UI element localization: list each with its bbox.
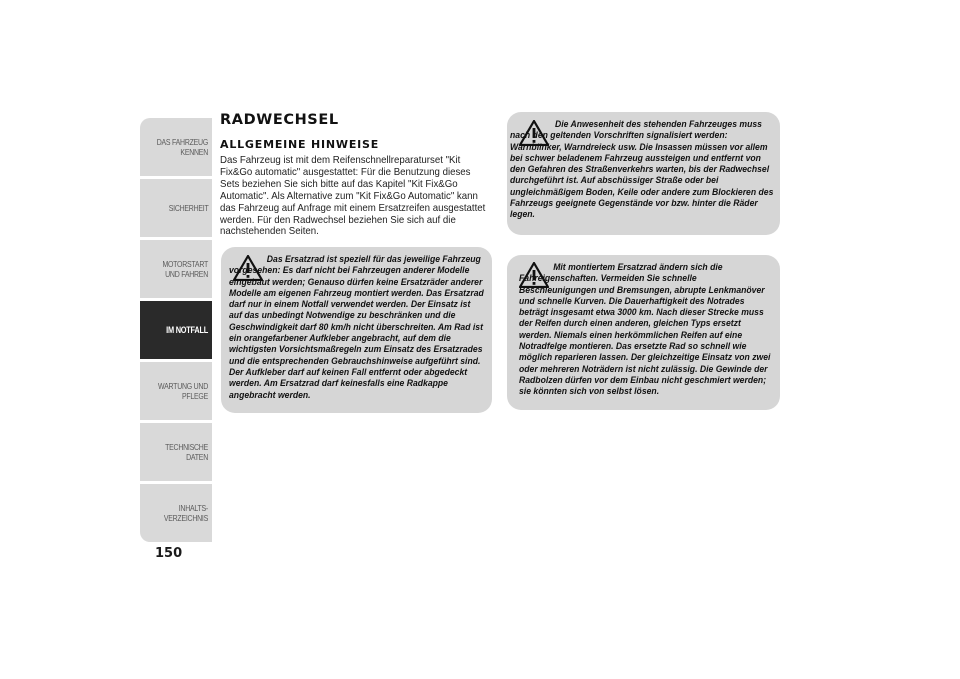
tab-das-fahrzeug-kennen[interactable]	[140, 118, 212, 176]
tab-technische-daten[interactable]	[140, 423, 212, 481]
intro-paragraph: Das Fahrzeug ist mit dem Reifenschnellreparaturset "Kit Fix&Go automatic" ausgestattet: Für die Benutzung dieses Sets beziehen Sie sich bitte auf das Kapitel "Kit Fix&Go Automatic". Als Alternative zum "Kit Fix&Go Automatic" kann das Fahrzeug auf Anfrage mit einem Ersatzreifen ausgestattet werden. Für den Radwechsel beziehen Sie sich auf die nachstehenden Seiten.	[220, 155, 486, 238]
tab-label: SICHERHEIT	[168, 203, 208, 213]
warning-box-driving-spare	[507, 255, 780, 410]
page-number: 150	[155, 546, 183, 561]
tab-label: MOTORSTART UND FAHREN	[162, 259, 208, 279]
tab-sicherheit[interactable]	[140, 179, 212, 237]
tab-label: WARTUNG UND PFLEGE	[158, 381, 208, 401]
page-title: RADWECHSEL	[220, 112, 339, 128]
warning-text: Die Anwesenheit des stehenden Fahrzeuges muss nach den geltenden Vorschriften signalisiert werden: Warnblinker, Warndreieck usw. Die Insassen müssen vor allem bei schwer beladenem Fahrzeug aussteigen und entfernt von den Gefahren des Straßenverkehrs warten, bis der Radwechsel durchgeführt ist. Auf abschüssiger Straße oder bei ungleichmäßigem Boden, Keile oder andere zum Blockieren des Fahrzeugs geeignete Gegenstände vor bzw. hinter die Räder legen.	[510, 119, 774, 221]
tab-inhaltsverzeichnis[interactable]	[140, 484, 212, 542]
tab-label: TECHNISCHE DATEN	[165, 442, 208, 462]
tab-wartung-und-pflege[interactable]	[140, 362, 212, 420]
tab-im-notfall[interactable]	[140, 301, 212, 359]
tab-label: IM NOTFALL	[166, 325, 208, 335]
warning-box-spare-wheel	[221, 247, 492, 413]
warning-text: Das Ersatzrad ist speziell für das jeweilige Fahrzeug vorgesehen: Es darf nicht bei Fahrzeugen anderer Modelle eingebaut werden; Genauso dürfen keine Ersatzräder anderer Modelle am eigenen Fahrzeug montiert werden. Das Ersatzrad darf nur in einem Notfall verwendet werden. Der Einsatz ist auf das unbedingt Notwendige zu beschränken und die Geschwindigkeit darf 80 km/h nicht überschreiten. Am Rad ist ein orangefarbener Aufkleber angebracht, auf dem die wichtigsten Vorsichtsmaßregeln zum Einsatz des Ersatzrades und die entsprechenden Gebrauchshinweise aufgeführt sind. Der Aufkleber darf auf keinen Fall entfernt oder abgedeckt werden. Am Ersatzrad darf keinesfalls eine Radkappe angebracht werden.	[229, 254, 484, 401]
main-content	[220, 112, 492, 238]
tab-label: INHALTS-VERZEICHNIS	[163, 503, 208, 523]
warning-box-vehicle-signal	[507, 112, 780, 235]
tab-motorstart-und-fahren[interactable]	[140, 240, 212, 298]
section-subtitle: ALLGEMEINE HINWEISE	[220, 138, 380, 151]
tab-label: DAS FAHRZEUG KENNEN	[156, 137, 208, 157]
warning-text: Mit montiertem Ersatzrad ändern sich die Fahreigenschaften. Vermeiden Sie schnelle Beschleunigungen und Bremsungen, abrupte Lenkmanöver und schnelle Kurven. Die Dauerhaftigkeit des Notrades beträgt insgesamt etwa 3000 km. Nach dieser Strecke muss der Reifen durch einen anderen, gleichen Typs ersetzt werden. Niemals einen herkömmlichen Reifen auf eine Notradfelge montieren. Das ersetzte Rad so schnell wie möglich reparieren lassen. Der gleichzeitige Einsatz von zwei oder mehreren Noträdern ist nicht zulässig. Die Gewinde der Radbolzen dürfen vor dem Einbau nicht geschmiert werden; sie könnten sich von selbst lösen.	[519, 262, 771, 398]
